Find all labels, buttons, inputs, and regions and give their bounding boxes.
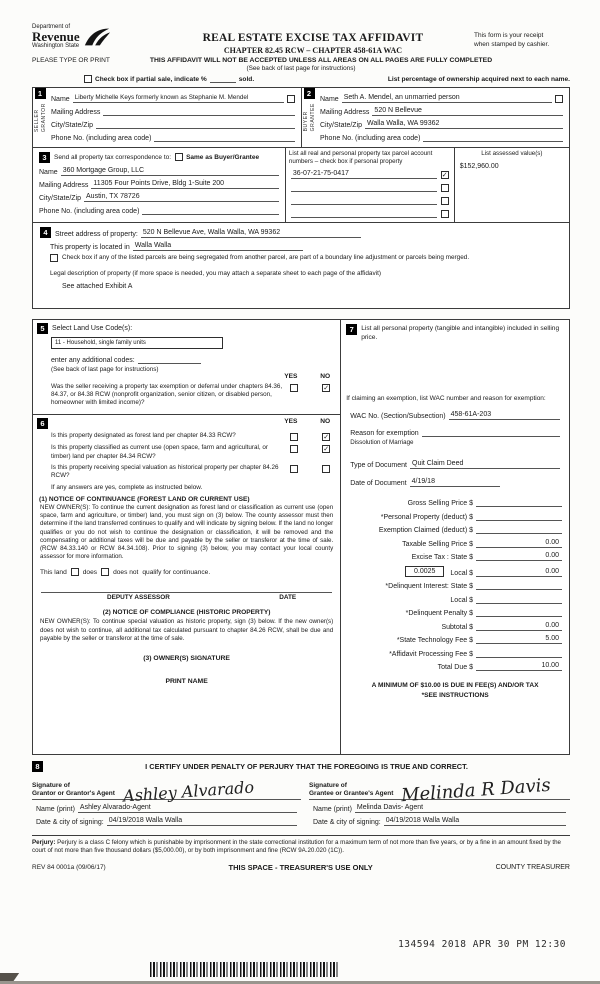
land-use-title: Select Land Use Code(s):	[52, 324, 133, 332]
q-yes-checkbox[interactable]	[290, 384, 298, 392]
notice-compliance-title: (2) NOTICE OF COMPLIANCE (HISTORIC PROPERTY)	[102, 609, 271, 617]
fee-label: *Delinquent Penalty $	[405, 610, 473, 618]
parcel-number-field[interactable]: 36-07-21-75-0417	[291, 170, 437, 179]
receipt-note-line2: when stamped by cashier.	[474, 40, 550, 48]
additional-codes-label: enter any additional codes:	[51, 356, 135, 364]
additional-codes-row	[51, 352, 201, 364]
dept-line1: Department of	[32, 24, 71, 30]
fee-row	[346, 649, 562, 658]
located-label: This property is located in	[50, 243, 130, 251]
date-city-label: Date & city of signing:	[36, 818, 104, 826]
header-warning-row	[32, 57, 570, 64]
fee-label: *Personal Property (deduct) $	[380, 513, 473, 521]
doc-type-row	[350, 457, 560, 469]
q-yes-checkbox[interactable]	[290, 465, 298, 473]
please-type-label: PLEASE TYPE OR PRINT	[32, 57, 110, 64]
fee-label: *Delinquent Interest: State $	[385, 583, 473, 591]
warning-text: THIS AFFIDAVIT WILL NOT BE ACCEPTED UNLESS ALL AREAS ON ALL PAGES ARE FULLY COMPLETED	[149, 57, 493, 64]
header-center	[152, 24, 474, 55]
grantee-sig-label-1: Signature of	[309, 781, 347, 789]
fee-value-field[interactable]	[476, 525, 562, 534]
qualify-label: qualify for continuance.	[142, 568, 211, 576]
no-label: NO	[320, 372, 331, 380]
buyer-mailing-field[interactable]: 520 N Bellevue	[372, 107, 563, 116]
minimum-due-line1: A MINIMUM OF $10.00 IS DUE IN FEE(S) AND/OR TAX	[371, 682, 539, 690]
corr-mailing-field[interactable]: 11305 Four Points Drive, Bldg 1-Suite 200	[91, 180, 278, 189]
fee-value-field[interactable]: 0.00	[476, 539, 562, 548]
fee-label: Local $	[450, 596, 473, 604]
q-no-checkbox[interactable]: ✓	[323, 446, 330, 454]
yes-no-header-6	[284, 418, 330, 425]
fee-row	[346, 498, 562, 507]
grantor-signature-line[interactable]	[32, 774, 301, 806]
fee-label: Excise Tax : State $	[411, 554, 473, 562]
fee-row	[346, 581, 562, 590]
seller-city-field[interactable]	[96, 120, 295, 129]
owners-signature-heading: (3) OWNER(S) SIGNATURE	[143, 654, 230, 662]
print-name-area[interactable]	[37, 685, 336, 703]
parcel-personal-checkbox[interactable]	[441, 210, 449, 218]
county-treasurer-label: COUNTY TREASURER	[495, 863, 570, 871]
exemption-question-row	[51, 383, 330, 408]
partial-percent-field[interactable]	[210, 75, 236, 83]
personal-property-label: List all personal property (tangible and intangible) included in selling price.	[361, 324, 560, 341]
doc-date-label: Date of Document	[350, 479, 407, 487]
doc-date-row	[350, 475, 560, 487]
grantor-date-field[interactable]: 04/19/2018 Walla Walla	[107, 817, 297, 826]
buyer-word: BUYER	[302, 111, 309, 132]
no-label: NO	[320, 418, 331, 426]
seller-percent-checkbox[interactable]	[287, 95, 295, 103]
q-no-checkbox[interactable]	[322, 465, 330, 473]
located-field[interactable]: Walla Walla	[133, 242, 303, 251]
fee-label: Gross Selling Price $	[407, 500, 473, 508]
fee-value-field[interactable]: 10.00	[476, 662, 562, 671]
buyer-percent-checkbox[interactable]	[555, 95, 563, 103]
wac-row	[350, 408, 560, 420]
q-no-checkbox[interactable]: ✓	[323, 434, 330, 442]
historic-question-row	[51, 464, 330, 480]
grantor-date-row	[36, 814, 297, 826]
form-title: REAL ESTATE EXCISE TAX AFFIDAVIT	[202, 32, 424, 44]
seller-mailing-label: Mailing Address	[51, 109, 101, 116]
seller-phone-label: Phone No. (including area code)	[51, 135, 152, 142]
reason-row	[350, 425, 560, 437]
partial-sale-label: Check box if partial sale, indicate %	[95, 76, 207, 83]
parcel-number-field[interactable]	[291, 196, 437, 205]
fee-value-field[interactable]	[476, 581, 562, 590]
this-land-label: This land	[40, 568, 67, 576]
buyer-strip	[302, 88, 316, 147]
dor-logo-text	[32, 24, 80, 50]
legal-description-value[interactable]: See attached Exhibit A	[62, 282, 133, 290]
fee-value-field[interactable]: 0.00	[476, 622, 562, 631]
fee-label: Local $	[450, 569, 473, 577]
yes-no-header-5	[284, 373, 330, 380]
corr-name-row	[39, 164, 279, 176]
grantor-signature-ink: Ashley Alvarado	[122, 777, 255, 806]
dept-line2: Revenue	[32, 29, 80, 44]
name-print-label: Name (print)	[36, 805, 75, 813]
buyer-phone-field[interactable]	[423, 133, 563, 142]
grantee-name-field[interactable]: Melinda Davis- Agent	[355, 804, 566, 813]
see-back-note: (See back of last page for instructions)	[246, 65, 356, 72]
seller-name-row	[51, 91, 295, 103]
seller-city-label: City/State/Zip	[51, 122, 94, 129]
corr-mailing-row	[39, 177, 279, 189]
exemption-question-text: Was the seller receiving a property tax exemption or deferral under chapters 84.36, 84.37, or 84.38 RCW (nonprofit organization, senior citizen, or disabled person, homeowner with limited income)?	[51, 382, 283, 407]
yes-label: YES	[284, 418, 298, 426]
see-back-note-5: (See back of last page for instructions)	[51, 365, 159, 373]
grantor-sig-label-1: Signature of	[32, 781, 70, 789]
correspondence-header-row	[39, 151, 279, 163]
complete-below-note: If any answers are yes, complete as instructed below.	[51, 484, 203, 492]
corr-city-field[interactable]: Austin, TX 78726	[84, 193, 279, 202]
wac-label: WAC No. (Section/Subsection)	[350, 412, 446, 420]
section2-badge: 2	[304, 88, 315, 99]
fee-label: Taxable Selling Price $	[402, 540, 473, 548]
parcel-row	[291, 170, 449, 179]
parcel-row	[291, 196, 449, 205]
seller-mailing-field[interactable]	[103, 107, 295, 116]
grantor-name-row	[36, 801, 297, 813]
fee-row	[346, 525, 562, 534]
fee-label: Subtotal $	[441, 623, 473, 631]
exemption-claim-label: If claiming an exemption, list WAC number and reason for exemption:	[346, 394, 546, 402]
section3-badge: 3	[39, 152, 50, 163]
cashier-stamp: 134594 2018 APR 30 PM 12:30	[398, 939, 566, 950]
grantor-sig-label-2: Grantor or Grantor's Agent	[32, 790, 115, 798]
street-address-field[interactable]: 520 N Bellevue Ave, Walla Walla, WA 99362	[141, 229, 361, 238]
barcode	[150, 962, 338, 977]
certify-statement: I CERTIFY UNDER PENALTY OF PERJURY THAT THE FOREGOING IS TRUE AND CORRECT.	[145, 761, 468, 771]
legal-description-label: Legal description of property (if more space is needed, you may attach a separate sheet to each page of the affidavit)	[50, 269, 381, 277]
fee-value-field[interactable]: 0.00	[476, 568, 562, 577]
corr-name-field[interactable]: 360 Mortgage Group, LLC	[61, 167, 279, 176]
reason-label: Reason for exemption	[350, 429, 419, 437]
minimum-due-note	[346, 681, 564, 701]
assessed-header: List assessed value(s)	[481, 150, 543, 157]
street-address-label: Street address of property:	[55, 230, 138, 238]
buyer-name-field[interactable]: Seth A. Mendel, an unmarried person	[342, 94, 552, 103]
reason-value[interactable]: Dissolution of Marriage	[350, 438, 414, 446]
seller-section	[33, 88, 301, 147]
grantor-word: GRANTOR	[40, 103, 47, 133]
deputy-assessor-labels	[37, 593, 336, 601]
header	[32, 24, 570, 55]
buyer-section	[301, 88, 569, 147]
dor-logo	[32, 24, 152, 50]
current-use-question: Is this property classified as current use (open space, farm and agricultural, or timber) land per chapter 84.34 RCW?	[51, 444, 268, 460]
fee-row	[346, 595, 562, 604]
land-use-section	[33, 320, 340, 415]
seller-name-label: Name	[51, 96, 70, 103]
print-name-heading: PRINT NAME	[165, 677, 208, 685]
seller-city-row	[51, 117, 295, 129]
seller-phone-row	[51, 130, 295, 142]
buyer-name-row	[320, 91, 563, 103]
forest-land-question: Is this property designated as forest land per chapter 84.33 RCW?	[51, 432, 236, 440]
certification-section	[32, 761, 570, 827]
partial-sale-row	[32, 75, 570, 83]
grantee-word: GRANTEE	[309, 103, 316, 132]
same-as-buyer-checkbox[interactable]	[175, 153, 183, 161]
fee-label: *State Technology Fee $	[396, 637, 473, 645]
located-row	[50, 239, 561, 251]
parcel-personal-checkbox[interactable]	[441, 197, 449, 205]
reason-field[interactable]	[422, 428, 560, 437]
fee-value-field[interactable]	[476, 595, 562, 604]
corr-phone-label: Phone No. (including area code)	[39, 208, 140, 215]
fee-value-field[interactable]: 0.00	[476, 552, 562, 561]
rev-number: REV 84 0001a (09/06/17)	[32, 863, 106, 871]
buyer-side-label	[303, 103, 316, 131]
historic-question: Is this property receiving special valuation as historical property per chapter 84.26 RCW?	[51, 463, 279, 479]
land-qualify-row	[40, 568, 333, 576]
yes-label: YES	[284, 372, 298, 380]
forest-land-section	[33, 414, 340, 753]
property-address-section	[33, 223, 569, 308]
send-correspondence-label: Send all property tax correspondence to:	[54, 153, 172, 161]
section1-badge: 1	[35, 88, 46, 99]
buyer-phone-label: Phone No. (including area code)	[320, 135, 421, 142]
parties-section	[33, 88, 569, 148]
grantee-date-field[interactable]: 04/19/2018 Walla Walla	[384, 817, 566, 826]
fee-row	[346, 635, 562, 644]
parcel-personal-checkbox[interactable]	[441, 184, 449, 192]
fee-value-field[interactable]	[476, 649, 562, 658]
land-use-header	[37, 323, 336, 334]
fee-row-total	[346, 662, 562, 671]
grantee-signature-ink: Melinda R Davis	[400, 774, 552, 807]
fee-label: *Affidavit Processing Fee $	[389, 650, 473, 658]
corr-phone-field[interactable]	[142, 206, 279, 215]
notice-continuance-body: NEW OWNER(S): To continue the current designation as forest land or classification as current use (open space, farm and agriculture, or timber) land, you must sign on (3) below. The county assessor must then determine if the land transferred continues to qualify and will indicate by signing below. If the land no longer qualifies or you do not wish to continue the designation or classification, it will be removed and the compensating or additional taxes will be due and payable by the seller or transferor at the time of sale. (RCW 84.33.140 or RCW 84.34.108). Prior to signing (3) below, you may contact your local county assessor for more information.	[40, 504, 334, 561]
doc-type-field[interactable]: Quit Claim Deed	[410, 460, 560, 469]
buyer-city-field[interactable]: Walla Walla, WA 99362	[365, 120, 563, 129]
ownership-note: List percentage of ownership acquired next to each name.	[387, 76, 570, 83]
footer-row	[32, 863, 570, 872]
grantee-date-row	[313, 814, 566, 826]
forest-land-question-row	[51, 432, 330, 441]
perjury-note	[32, 835, 570, 856]
buyer-phone-row	[320, 130, 563, 142]
seller-word: SELLER	[33, 109, 40, 133]
perjury-body: Perjury is a class C felony which is punishable by imprisonment in the state correctional institution for a maximum term of not more than five years, or by a fine in an amount fixed by the court of not more than five thousand dollars ($5,000.00), or by both imprisonment and fine (RCW 9A.20.020 (1C)).	[32, 838, 561, 855]
additional-codes-field[interactable]	[138, 355, 201, 364]
fee-row	[346, 608, 562, 617]
grantor-name-field[interactable]: Ashley Alvarado-Agent	[78, 804, 297, 813]
form-chapter: CHAPTER 82.45 RCW – CHAPTER 458-61A WAC	[223, 46, 403, 55]
doc-date-field[interactable]: 4/19/18	[410, 478, 500, 487]
sold-label: sold.	[238, 76, 255, 83]
seller-name-field[interactable]: Liberty Michelle Keys formerly known as Stephanie M. Mendel	[73, 94, 284, 103]
dept-line3: Washington State	[32, 43, 80, 49]
perjury-lead: Perjury:	[32, 838, 56, 846]
street-address-row	[40, 226, 561, 238]
segregated-label: Check box if any of the listed parcels are being segregated from another parcel, are part of a boundary line adjustment or parcels being merged.	[62, 253, 470, 261]
fee-row	[346, 552, 562, 561]
receipt-note	[474, 32, 570, 50]
minimum-due-line2: *SEE INSTRUCTIONS	[421, 692, 489, 699]
section8-badge: 8	[32, 761, 43, 772]
dor-swoosh-icon	[83, 26, 111, 50]
does-not-label: does not	[113, 568, 139, 576]
partial-sale-checkbox[interactable]	[84, 75, 92, 83]
deputy-assessor-signature-line[interactable]	[41, 582, 332, 593]
buyer-mailing-row	[320, 104, 563, 116]
buyer-mailing-label: Mailing Address	[320, 109, 370, 116]
corr-mailing-label: Mailing Address	[39, 182, 89, 189]
corr-city-label: City/State/Zip	[39, 195, 82, 202]
land-use-code-field[interactable]: 11 - Household, single family units	[51, 337, 223, 349]
parcel-number-field[interactable]	[291, 183, 437, 192]
fee-label: Total Due $	[437, 664, 473, 672]
corr-city-row	[39, 190, 279, 202]
fee-value-field[interactable]: 5.00	[476, 635, 562, 644]
fee-row	[346, 622, 562, 631]
current-use-question-row	[51, 444, 330, 460]
parcel-header: List all real and personal property tax parcel account numbers – check box if personal property	[288, 150, 433, 165]
section4-badge: 4	[40, 227, 51, 238]
buyer-city-row	[320, 117, 563, 129]
deputy-assessor-label: DEPUTY ASSESSOR	[107, 594, 170, 602]
fee-row	[346, 539, 562, 548]
grantor-signature-block	[32, 774, 301, 827]
parcel-row	[291, 209, 449, 218]
does-label: does	[82, 568, 98, 576]
personal-property-blank[interactable]	[346, 343, 564, 395]
seller-phone-field[interactable]	[154, 133, 295, 142]
section7-badge: 7	[346, 324, 357, 335]
seller-side-label	[34, 103, 47, 132]
q-yes-checkbox[interactable]	[290, 433, 298, 441]
does-not-checkbox[interactable]	[101, 568, 109, 576]
owners-signature-area[interactable]	[37, 662, 336, 676]
name-print-label: Name (print)	[313, 805, 352, 813]
date-city-label: Date & city of signing:	[313, 818, 381, 826]
parcel-personal-checkbox[interactable]: ✓	[441, 171, 448, 179]
fee-value-field[interactable]	[476, 608, 562, 617]
receipt-note-line1: This form is your receipt	[474, 32, 544, 39]
segregated-row	[50, 254, 561, 266]
does-checkbox[interactable]	[71, 568, 79, 576]
treasurer-space-label: THIS SPACE - TREASURER'S USE ONLY	[228, 862, 373, 872]
notice-compliance-body: NEW OWNER(S): To continue special valuation as historic property, sign (3) below. If the new owner(s) does not wish to continue, all additional tax calculated pursuant to chapter 84.26 RCW, shall be due and payable by the seller or transferor at the time of sale.	[40, 618, 334, 642]
buyer-name-label: Name	[320, 96, 339, 103]
same-as-buyer-label: Same as Buyer/Grantee	[186, 153, 260, 161]
notice-continuance-title: (1) NOTICE OF CONTINUANCE (FOREST LAND OR CURRENT USE)	[39, 496, 250, 504]
fee-row-local-rate	[346, 566, 562, 577]
lower-form-box	[32, 319, 570, 755]
seller-mailing-row	[51, 104, 295, 116]
segregated-checkbox[interactable]	[50, 254, 58, 262]
local-rate-box: 0.0025	[405, 566, 444, 577]
certify-row	[32, 761, 570, 772]
grantee-sig-label-2: Grantee or Grantee's Agent	[309, 790, 394, 798]
q-no-checkbox[interactable]: ✓	[323, 384, 330, 392]
tax-computation-section	[341, 320, 569, 754]
corr-name-label: Name	[39, 169, 58, 176]
fee-label: Exemption Claimed (deduct) $	[378, 527, 473, 535]
fee-row	[346, 512, 562, 521]
section5-badge: 5	[37, 323, 48, 334]
corr-phone-row	[39, 203, 279, 215]
q-yes-checkbox[interactable]	[290, 445, 298, 453]
personal-property-row	[346, 324, 564, 343]
section6-badge: 6	[37, 418, 48, 429]
buyer-city-label: City/State/Zip	[320, 122, 363, 129]
assessed-value[interactable]: $152,960.00	[459, 162, 499, 170]
fee-value-field[interactable]	[476, 498, 562, 507]
parcel-row	[291, 183, 449, 192]
date-label: DATE	[279, 594, 297, 602]
upper-form-box	[32, 87, 570, 309]
seller-strip	[33, 88, 47, 147]
wac-field[interactable]: 458-61A-203	[449, 411, 560, 420]
doc-type-label: Type of Document	[350, 461, 407, 469]
parcel-number-field[interactable]	[291, 209, 437, 218]
grantee-signature-block	[301, 774, 570, 827]
tax-correspondence-section	[33, 148, 569, 223]
fee-value-field[interactable]	[476, 512, 562, 521]
